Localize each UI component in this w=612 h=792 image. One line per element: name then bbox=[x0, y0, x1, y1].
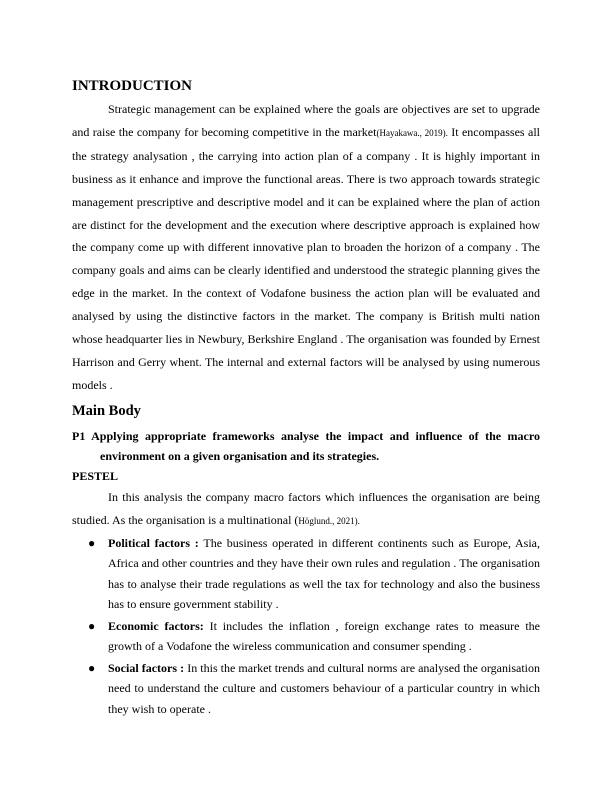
pestel-paragraph bbox=[72, 486, 540, 533]
pestel-heading: PESTEL bbox=[72, 468, 119, 483]
list-item-political bbox=[72, 533, 540, 615]
bullet-icon: ● bbox=[88, 618, 96, 633]
factor-text: The business operated in different continents such as Europe, Asia, Africa and other countries and they have their own rules and regulation . The organisation has to analyse their trade regulations as well the tax for technology and also the business has to ensure government stability . bbox=[108, 535, 540, 612]
citation-hoglund: Höglund., 2021). bbox=[298, 515, 360, 526]
introduction-text-2: It encompasses all the strategy analysation , the carrying into action plan of a company . It is highly important in business as it enhance and improve the functional areas. There is two approach towards strategic management prescriptive and descriptive model and it can be explained where the plan of action are distinct for the development and the execution where descriptive approach is explained how the company come up with different innovative plan to broaden the horizon of a company . The company goals and aims can be clearly identified and understood the strategic planning gives the edge in the market. In the context of Vodafone business the action plan will be evaluated and analysed by using the distinctive factors in the market. The company is British multi nation whose headquarter lies in Newbury, Berkshire England . The organisation was founded by Ernest Harrison and Gerry whent. The internal and external factors will be analysed by using numerous models . bbox=[72, 124, 540, 392]
introduction-heading: INTRODUCTION bbox=[72, 78, 193, 94]
p1-heading: P1 Applying appropriate frameworks analyse the impact and influence of the macro environment on a given organisation and its strategies. bbox=[72, 428, 540, 463]
factor-label: Political factors : bbox=[108, 535, 204, 550]
factor-label: Economic factors: bbox=[108, 618, 210, 633]
introduction-paragraph bbox=[72, 98, 540, 397]
bullet-icon: ● bbox=[88, 535, 96, 550]
factor-text: It includes the inflation , foreign exchange rates to measure the growth of a Vodafone the wireless communication and consumer spending . bbox=[108, 618, 540, 654]
pestel-factor-list bbox=[72, 533, 540, 720]
list-item-social bbox=[72, 658, 540, 720]
document-page bbox=[72, 76, 540, 720]
pestel-text: In this analysis the company macro factors which influences the organisation are being studied. As the organisation is a multinational ( bbox=[72, 489, 540, 527]
factor-text: In this the market trends and cultural norms are analysed the organisation need to understand the culture and customers behaviour of a particular country in which they wish to operate . bbox=[108, 660, 540, 716]
introduction-text-1: Strategic management can be explained where the goals are objectives are set to upgrade and raise the company for becoming competitive in the market bbox=[72, 102, 540, 139]
list-item-economic bbox=[72, 616, 540, 657]
citation-hayakawa: (Hayakawa., 2019). bbox=[376, 127, 448, 138]
factor-label: Social factors : bbox=[108, 660, 188, 675]
bullet-icon: ● bbox=[88, 660, 96, 675]
main-body-heading: Main Body bbox=[72, 402, 141, 419]
